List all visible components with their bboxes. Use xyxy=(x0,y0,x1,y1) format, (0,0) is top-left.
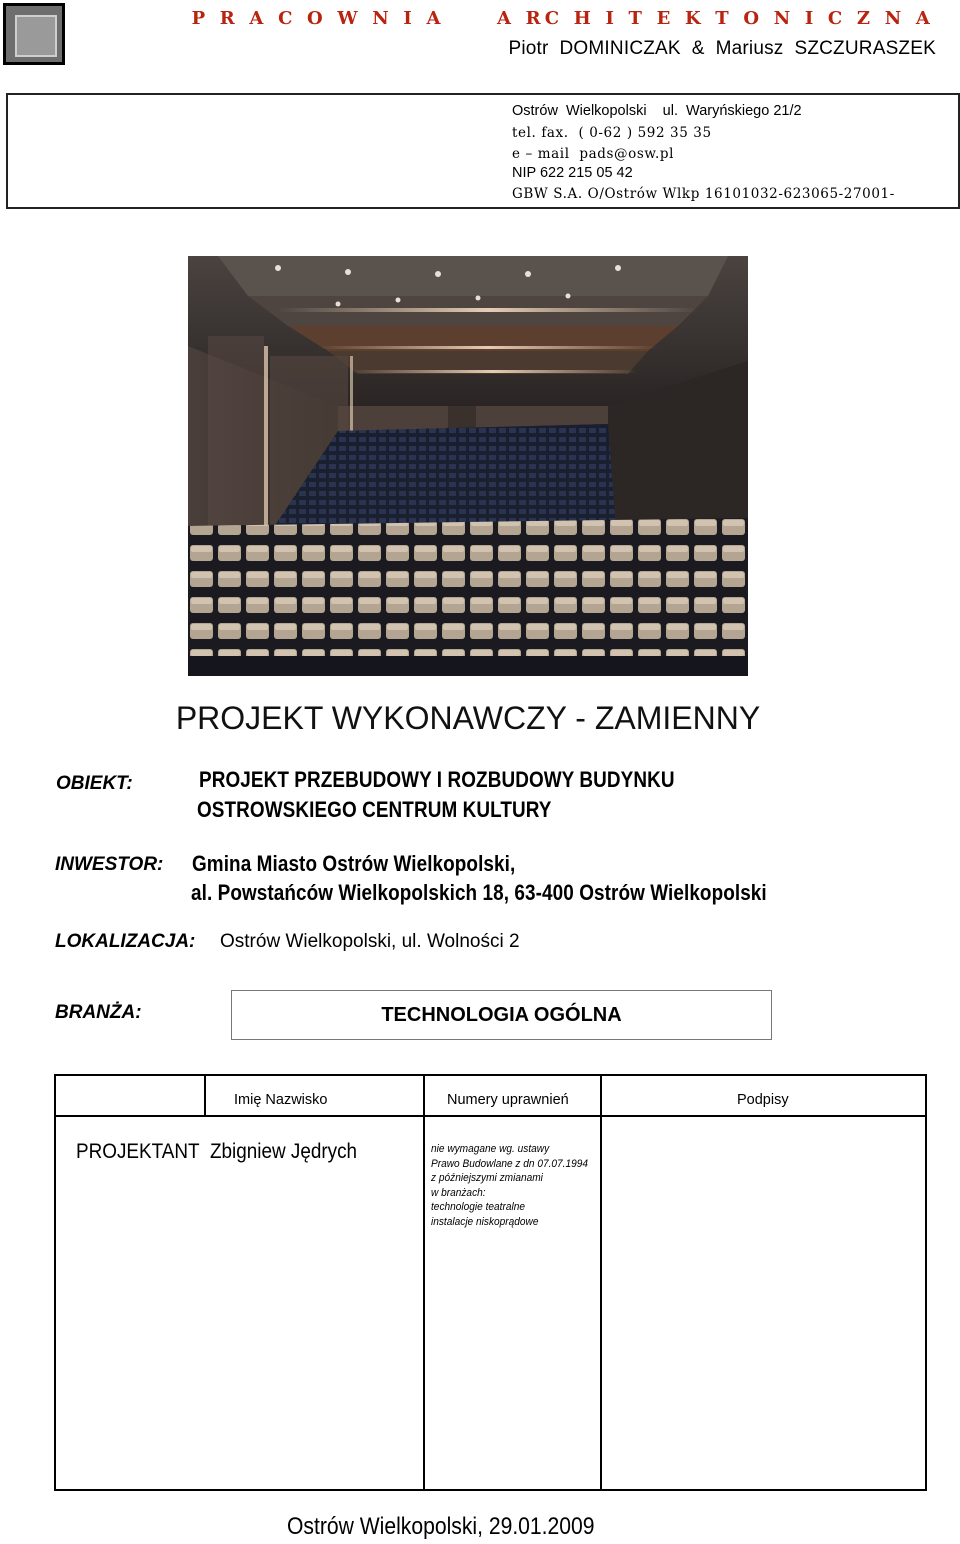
place-date: Ostrów Wielkopolski, 29.01.2009 xyxy=(287,1513,595,1540)
contact-nip: NIP 622 215 05 42 xyxy=(512,165,633,181)
signature-table xyxy=(54,1074,927,1491)
inwestor-line1: Gmina Miasto Ostrów Wielkopolski, xyxy=(192,851,516,876)
header-name: Imię Nazwisko xyxy=(234,1092,328,1108)
obiekt-line2: OSTROWSKIEGO CENTRUM KULTURY xyxy=(197,797,552,822)
firm-names: Piotr DOMINICZAK & Mariusz SZCZURASZEK xyxy=(508,38,936,59)
branza-label: BRANŻA: xyxy=(55,1002,142,1023)
contact-phone: tel. fax. ( 0-62 ) 592 35 35 xyxy=(512,125,712,141)
main-title: PROJEKT WYKONAWCZY - ZAMIENNY xyxy=(175,700,761,736)
table-col-divider xyxy=(600,1074,602,1491)
row-permits-note: nie wymagane wg. ustawy Prawo Budowlane z dn 07.07.1994 z późniejszymi zmianami w branżach: technologie teatralne instalacje niskoprądowe xyxy=(431,1143,588,1228)
table-col-divider xyxy=(423,1074,425,1491)
logo-square-icon xyxy=(15,15,57,57)
lokalizacja-value: Ostrów Wielkopolski, ul. Wolności 2 xyxy=(220,931,520,952)
table-col-divider xyxy=(204,1074,206,1115)
lokalizacja-label: LOKALIZACJA: xyxy=(55,931,196,952)
inwestor-line2: al. Powstańców Wielkopolskich 18, 63-400 Ostrów Wielkopolski xyxy=(191,880,767,905)
auditorium-rendering xyxy=(188,256,748,676)
obiekt-label: OBIEKT: xyxy=(56,773,133,794)
contact-email: e – mail pads@osw.pl xyxy=(512,146,675,162)
branza-value: TECHNOLOGIA OGÓLNA xyxy=(231,990,772,1040)
firm-logo xyxy=(3,3,65,65)
header-permits: Numery uprawnień xyxy=(447,1092,569,1108)
contact-address: Ostrów Wielkopolski ul. Waryńskiego 21/2 xyxy=(512,103,802,119)
firm-title: P R A C O W N I A A RC H I T E K T O N I C Z N A xyxy=(191,8,934,29)
row-name: Zbigniew Jędrych xyxy=(210,1140,358,1163)
inwestor-label: INWESTOR: xyxy=(55,854,164,875)
row-role: PROJEKTANT xyxy=(76,1140,200,1163)
obiekt-line1: PROJEKT PRZEBUDOWY I ROZBUDOWY BUDYNKU xyxy=(199,767,675,792)
contact-bank: GBW S.A. O/Ostrów Wlkp 16101032-623065-27001- xyxy=(512,186,895,202)
table-header-divider xyxy=(54,1115,927,1117)
header-signatures: Podpisy xyxy=(737,1092,789,1108)
